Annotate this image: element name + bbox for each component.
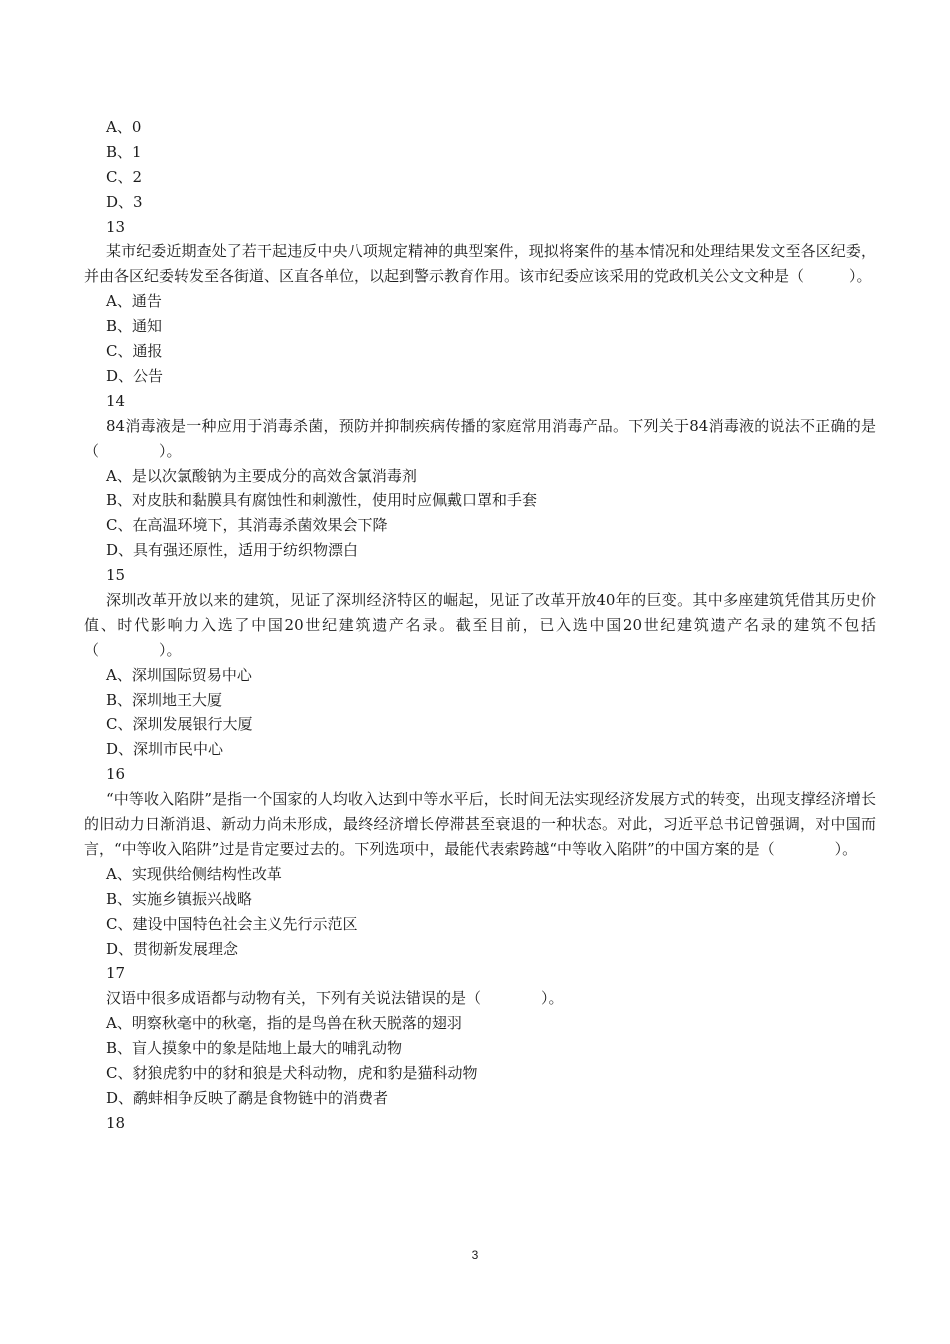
- question-number: 14: [106, 391, 126, 410]
- option-a: A、实现供给侧结构性改革: [106, 864, 282, 883]
- question-13: [84, 215, 876, 389]
- question-15: [84, 563, 876, 762]
- option-c: C、通报: [106, 342, 163, 361]
- option-a: A、0: [106, 118, 142, 136]
- question-17: [84, 961, 876, 1110]
- option-c: C、建设中国特色社会主义先行示范区: [106, 914, 358, 933]
- page-content: [84, 115, 876, 1136]
- option-b: B、对皮肤和黏膜具有腐蚀性和刺激性，使用时应佩戴口罩和手套: [106, 491, 538, 510]
- option-d: D、具有强还原性，适用于纺织物漂白: [106, 541, 359, 560]
- question-number: 13: [106, 217, 126, 236]
- option-c: C、深圳发展银行大厦: [106, 715, 253, 734]
- previous-question-options: [84, 115, 876, 215]
- next-question-number: 18: [106, 1113, 126, 1132]
- question-stem: 某市纪委近期查处了若干起违反中央八项规定精神的典型案件，现拟将案件的基本情况和处理结果发文至各区纪委，并由各区纪委转发至各街道、区直各单位，以起到警示教育作用。该市纪委应该采用的党政机关公文文种是（ ）。: [84, 242, 876, 286]
- question-stem: 84消毒液是一种应用于消毒杀菌，预防并抑制疾病传播的家庭常用消毒产品。下列关于84消毒液的说法不正确的是（ ）。: [84, 416, 876, 460]
- page-number: 3: [471, 1248, 479, 1262]
- option-b: B、深圳地王大厦: [106, 690, 223, 709]
- option-a: A、深圳国际贸易中心: [106, 665, 252, 684]
- option-a: A、明察秋毫中的秋毫，指的是鸟兽在秋天脱落的翅羽: [106, 1014, 462, 1033]
- option-b: B、通知: [106, 317, 163, 336]
- option-d: D、鹬蚌相争反映了鹬是食物链中的消费者: [106, 1088, 389, 1107]
- option-b: B、实施乡镇振兴战略: [106, 889, 253, 908]
- option-c: C、豺狼虎豹中的豺和狼是犬科动物，虎和豹是猫科动物: [106, 1064, 478, 1083]
- option-c: C、2: [106, 167, 143, 186]
- question-stem: “中等收入陷阱”是指一个国家的人均收入达到中等水平后，长时间无法实现经济发展方式的转变，出现支撑经济增长的旧动力日渐消退、新动力尚未形成，最终经济增长停滞甚至衰退的一种状态。对此，习近平总书记曾强调，对中国而言，“中等收入陷阱”过是肯定要过去的。下列选项中，最能代表索跨越“中等收入陷阱”的中国方案的是（ ）。: [84, 790, 876, 858]
- question-number: 17: [106, 964, 126, 983]
- question-stem: 深圳改革开放以来的建筑，见证了深圳经济特区的崛起，见证了改革开放40年的巨变。其中多座建筑凭借其历史价值、时代影响力入选了中国20世纪建筑遗产名录。截至目前，已入选中国20世纪建筑遗产名录的建筑不包括（ ）。: [84, 590, 876, 659]
- option-d: D、3: [106, 192, 143, 211]
- question-14: [84, 389, 876, 563]
- question-16: [84, 762, 876, 961]
- option-a: A、通告: [106, 292, 162, 311]
- option-d: D、贯彻新发展理念: [106, 939, 239, 958]
- option-b: B、1: [106, 142, 142, 161]
- question-stem: 汉语中很多成语都与动物有关，下列有关说法错误的是（ ）。: [106, 989, 564, 1008]
- option-b: B、盲人摸象中的象是陆地上最大的哺乳动物: [106, 1039, 403, 1058]
- question-number: 15: [106, 566, 126, 585]
- option-a: A、是以次氯酸钠为主要成分的高效含氯消毒剂: [106, 466, 417, 485]
- option-d: D、深圳市民中心: [106, 740, 224, 759]
- option-d: D、公告: [106, 366, 164, 385]
- question-number: 16: [106, 765, 126, 784]
- option-c: C、在高温环境下，其消毒杀菌效果会下降: [106, 516, 388, 535]
